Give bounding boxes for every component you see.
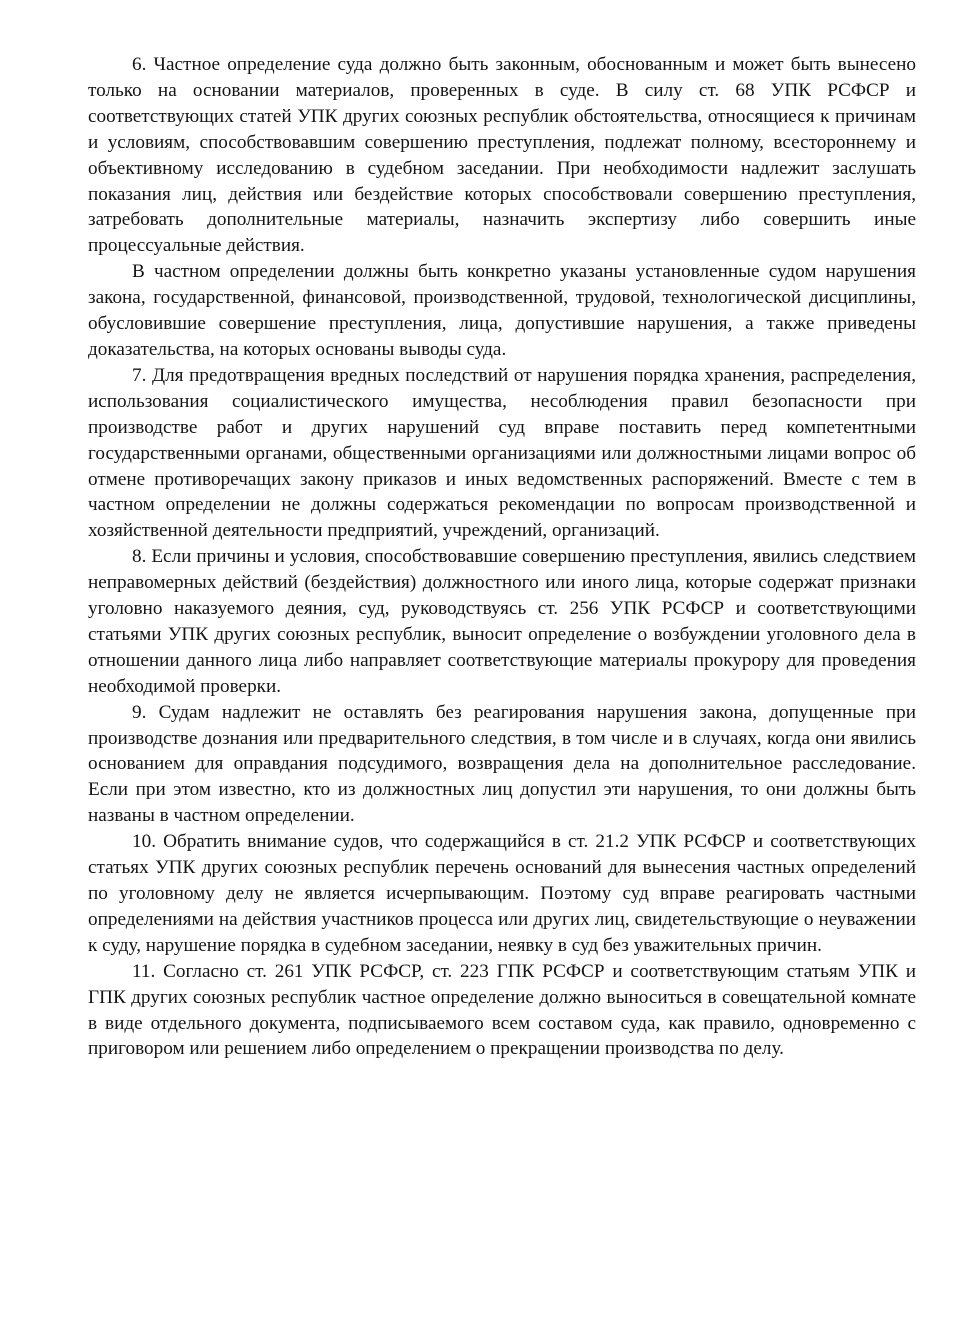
paragraph-11: 11. Согласно ст. 261 УПК РСФСР, ст. 223 ГПК РСФСР и соответствующим статьям УПК и ГПК других союзных республик частное определение должно выноситься в совещательной комнате в виде отдельного документа, подписываемого всем составом суда, как правило, одновременно с приговором или решением либо определением о прекращении производства по делу. bbox=[88, 960, 916, 1060]
paragraph-10: 10. Обратить внимание судов, что содержащийся в ст. 21.2 УПК РСФСР и соответствующих статьях УПК других союзных республик перечень оснований для вынесения частных определений по уголовному делу не является исчерпывающим. Поэтому суд вправе реагировать частными определениями на действия участников процесса или других лиц, свидетельствующие о неуважении к суду, нарушение порядка в судебном заседании, неявку в суд без уважительных причин. bbox=[88, 831, 916, 956]
paragraph-8: 8. Если причины и условия, способствовавшие совершению преступления, явились следствием неправомерных действий (бездействия) должностного или иного лица, которые содержат признаки уголовно наказуемого деяния, суд, руководствуясь ст. 256 УПК РСФСР и соответствующими статьями УПК других союзных республик, выносит определение о возбуждении уголовного дела в отношении данного лица либо направляет соответствующие материалы прокурору для проведения необходимой проверки. bbox=[88, 546, 916, 697]
paragraph-7: 7. Для предотвращения вредных последствий от нарушения порядка хранения, распределения, использования социалистического имущества, несоблюдения правил безопасности при производстве работ и других нарушений суд вправе поставить перед компетентными государственными органами, общественными организациями или должностными лицами вопрос об отмене противоречащих закону приказов и иных ведомственных распоряжений. Вместе с тем в частном определении не должны содержаться рекомендации по вопросам производственной и хозяйственной деятельности предприятий, учреждений, организаций. bbox=[88, 364, 916, 542]
paragraph-9: 9. Судам надлежит не оставлять без реагирования нарушения закона, допущенные при производстве дознания или предварительного следствия, в том числе и в случаях, когда они явились основанием для оправдания подсудимого, возвращения дела на дополнительное расследование. Если при этом известно, кто из должностных лиц допустил эти нарушения, то они должны быть названы в частном определении. bbox=[88, 701, 916, 827]
document-body bbox=[88, 52, 916, 1062]
paragraph-6: 6. Частное определение суда должно быть законным, обоснованным и может быть вынесено только на основании материалов, проверенных в суде. В силу ст. 68 УПК РСФСР и соответствующих статей УПК других союзных республик обстоятельства, относящиеся к причинам и условиям, способствовавшим совершению преступления, подлежат полному, всестороннему и объективному исследованию в судебном заседании. При необходимости надлежит заслушать показания лиц, действия или бездействие которых способствовали совершению преступления, затребовать дополнительные материалы, назначить экспертизу либо совершить иные процессуальные действия. bbox=[88, 54, 916, 257]
paragraph-6-continued: В частном определении должны быть конкретно указаны установленные судом нарушения закона, государственной, финансовой, производственной, трудовой, технологической дисциплины, обусловившие совершение преступления, лица, допустившие нарушения, а также приведены доказательства, на которых основаны выводы суда. bbox=[88, 261, 916, 360]
